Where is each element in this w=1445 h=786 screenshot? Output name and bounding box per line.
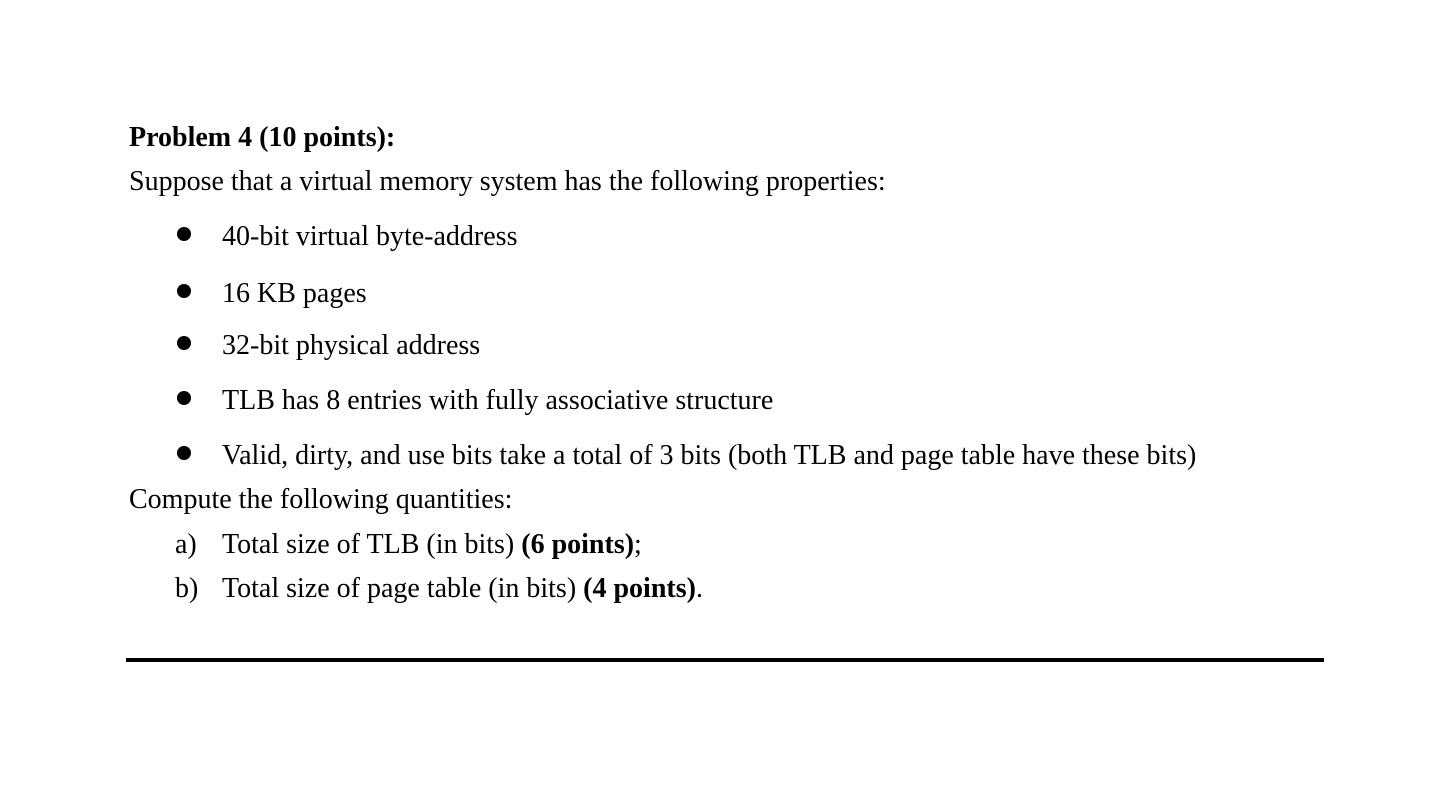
property-item: TLB has 8 entries with fully associative structure: [222, 385, 774, 416]
problem-title: Problem 4 (10 points):: [129, 122, 396, 153]
property-item: 16 KB pages: [222, 278, 367, 309]
compute-intro: Compute the following quantities:: [129, 484, 513, 515]
bullet-icon: [177, 391, 191, 405]
bullet-icon: [177, 227, 191, 241]
property-item: 32-bit physical address: [222, 330, 481, 361]
question-item: [222, 528, 642, 562]
problem-intro: Suppose that a virtual memory system has the following properties:: [129, 166, 886, 197]
question-suffix: ;: [634, 529, 642, 560]
question-label: b): [175, 573, 199, 604]
question-suffix: .: [695, 573, 703, 604]
property-item: Valid, dirty, and use bits take a total of 3 bits (both TLB and page table have these bits): [222, 440, 1197, 471]
property-item: 40-bit virtual byte-address: [222, 221, 518, 252]
bullet-icon: [177, 284, 191, 298]
bullet-icon: [177, 336, 191, 350]
horizontal-rule: [126, 658, 1324, 662]
question-points: (4 points): [583, 573, 696, 604]
bullet-icon: [177, 446, 191, 460]
question-label: a): [175, 529, 197, 560]
question-item: [222, 572, 703, 606]
question-points: (6 points): [521, 529, 635, 560]
question-text: Total size of page table (in bits): [222, 573, 584, 604]
question-text: Total size of TLB (in bits): [222, 529, 522, 560]
